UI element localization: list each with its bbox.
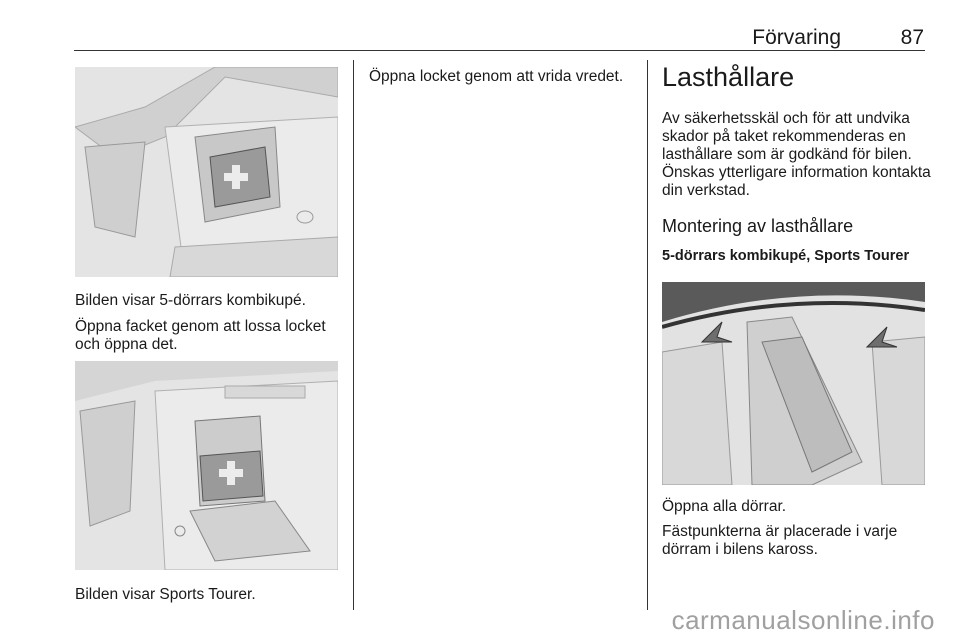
section-title: Förvaring <box>752 26 841 49</box>
caption-kombikupe: Bilden visar 5-dörrars kombikupé. <box>75 292 306 309</box>
instruction-open-doors: Öppna alla dörrar. <box>662 498 787 515</box>
illustration-trunk-compartment-kombikupe <box>75 67 338 277</box>
header-rule <box>74 50 925 51</box>
instruction-mounting-points: Fästpunkterna är placerade i varje dörram i bilens kaross. <box>662 523 898 558</box>
caption-sports-tourer: Bilden visar Sports Tourer. <box>75 586 256 603</box>
instruction-open-compartment: Öppna facket genom att lossa locket och öppna det. <box>75 318 326 353</box>
column-divider-1 <box>353 60 354 610</box>
column-divider-2 <box>647 60 648 610</box>
section-heading-lasthallare: Lasthållare <box>662 62 795 92</box>
instruction-turn-knob: Öppna locket genom att vrida vredet. <box>369 68 624 85</box>
page-number: 87 <box>900 26 924 49</box>
illustration-trunk-compartment-sports-tourer <box>75 361 338 570</box>
variant-heading: 5-dörrars kombikupé, Sports Tourer <box>662 248 910 264</box>
watermark: carmanualsonline.info <box>671 605 935 635</box>
illustration-roof-mounting-points <box>662 282 925 485</box>
intro-paragraph: Av säkerhetsskäl och för att undvika skador på taket rekommenderas en lasthållare som är godkänd för bilen. Önskas ytterligare information kontakta din verkstad. <box>662 110 931 199</box>
subheading-montering: Montering av lasthållare <box>662 216 854 236</box>
